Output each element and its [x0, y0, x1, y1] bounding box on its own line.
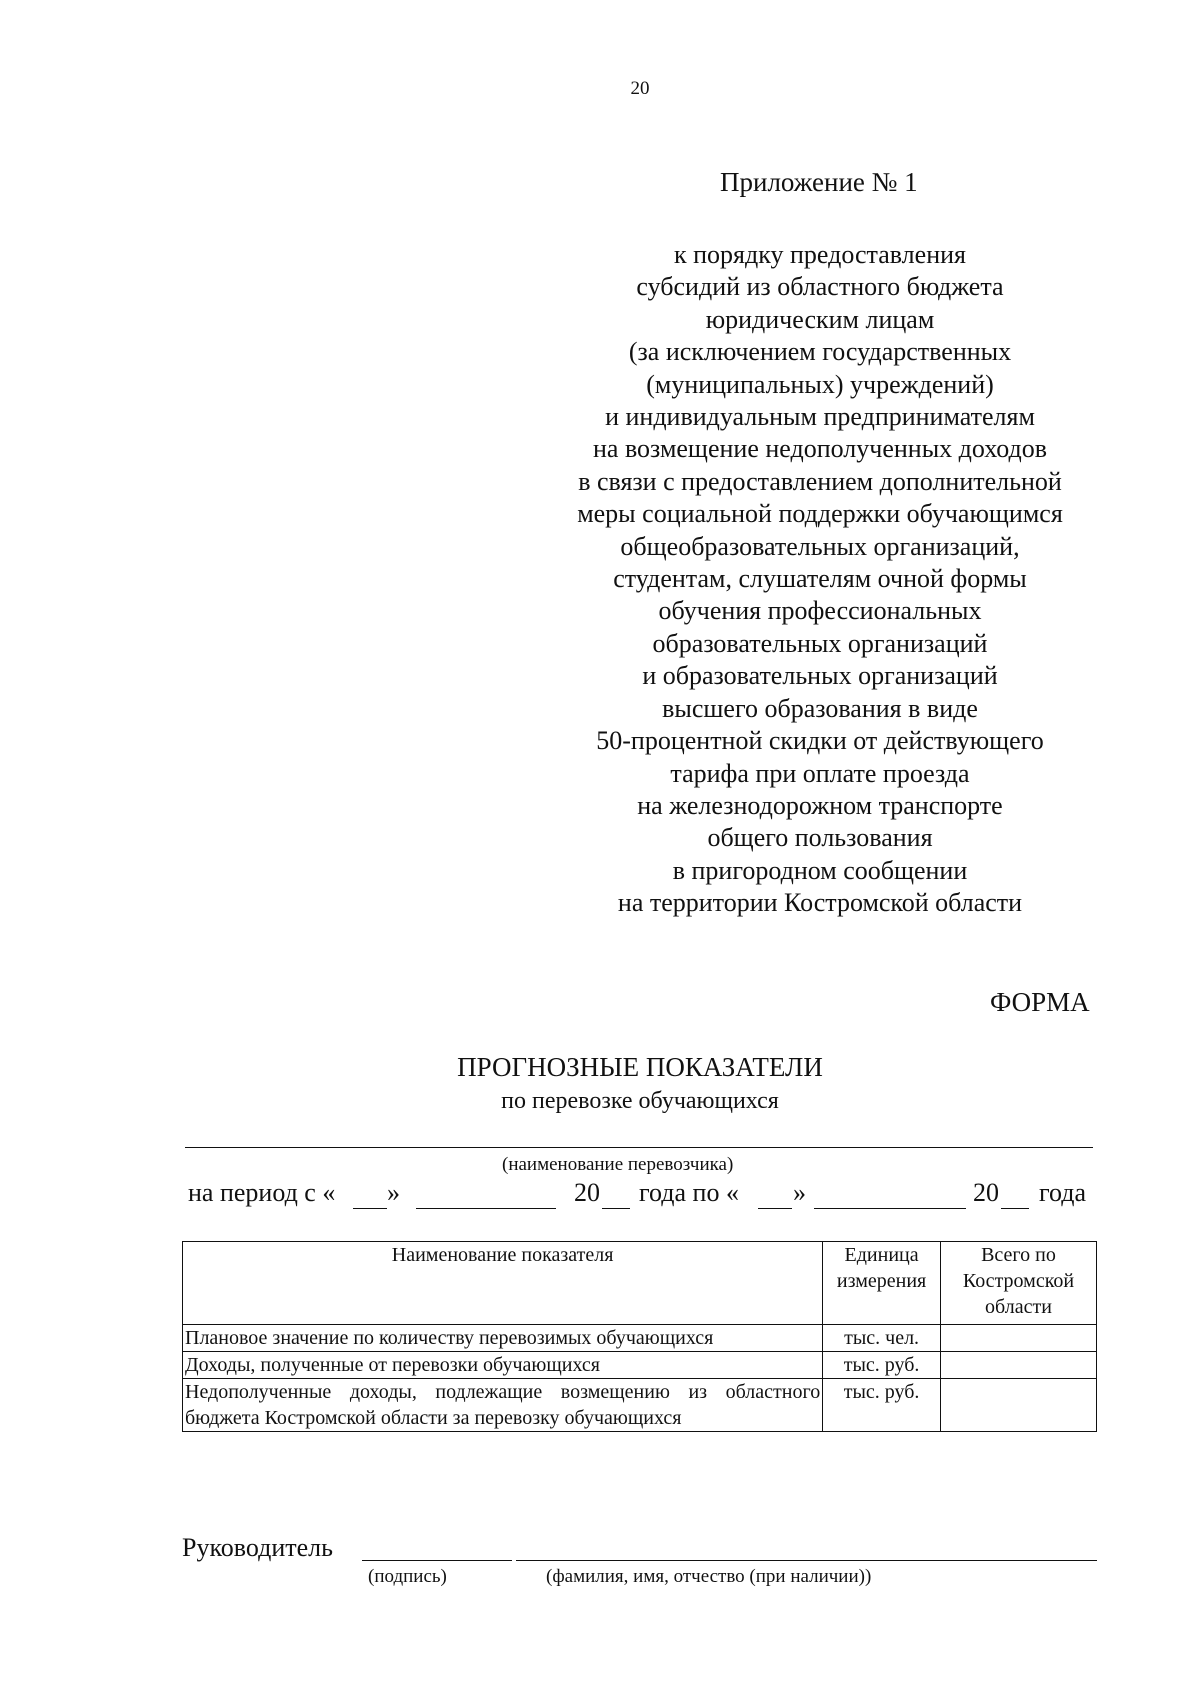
signer-label: Руководитель: [182, 1533, 333, 1562]
indicator-unit: тыс. руб.: [823, 1379, 941, 1432]
basis-line: к порядку предоставления: [674, 240, 966, 269]
basis-line: на возмещение недополученных доходов: [592, 434, 1048, 464]
basis-line: 50-процентной скидки от действующего: [596, 726, 1044, 756]
start-year-blank[interactable]: [602, 1208, 630, 1209]
indicator-total-cell[interactable]: [940, 1352, 1096, 1379]
signature-caption: (подпись): [368, 1566, 447, 1587]
period-prefix: на период с «: [188, 1178, 336, 1207]
page-number: 20: [630, 78, 650, 99]
end-year-prefix: 20: [973, 1178, 999, 1207]
full-name-line[interactable]: [516, 1560, 1097, 1561]
basis-line: студентам, слушателям очной формы: [613, 564, 1027, 594]
basis-line: обучения профессиональных: [658, 596, 982, 626]
basis-line: юридическим лицам: [705, 304, 935, 334]
basis-line: тарифа при оплате проезда: [670, 758, 970, 788]
start-year-prefix: 20: [574, 1178, 600, 1207]
basis-line: (за исключением государственных: [628, 337, 1012, 367]
appendix-basis: [540, 239, 1100, 920]
basis-line: в пригородном сообщении: [672, 855, 968, 885]
table-row: [183, 1352, 1097, 1379]
indicator-name: Плановое значение по количеству перевозимых обучающихся: [183, 1325, 823, 1352]
period-quote-close: »: [387, 1178, 400, 1207]
form-label: ФОРМА: [990, 987, 1090, 1017]
basis-line: высшего образования в виде: [662, 693, 978, 723]
indicator-total-cell[interactable]: [940, 1325, 1096, 1352]
end-year-blank[interactable]: [1001, 1208, 1029, 1209]
basis-line: на территории Костромской области: [617, 888, 1023, 918]
basis-line: и образовательных организаций: [642, 661, 998, 691]
basis-line: субсидий из областного бюджета: [636, 272, 1004, 302]
indicator-name: Недополученные доходы, подлежащие возмещению из областного бюджета Костромской области за перевозку обучающихся: [183, 1379, 823, 1432]
period-suffix: года: [1039, 1178, 1087, 1207]
header-indicator-name: Наименование показателя: [183, 1242, 823, 1325]
start-day-blank[interactable]: [353, 1208, 387, 1209]
basis-line: образовательных организаций: [652, 628, 988, 658]
table-header-row: [183, 1242, 1097, 1325]
basis-line: меры социальной поддержки обучающимся: [577, 499, 1063, 529]
indicator-unit: тыс. чел.: [823, 1325, 941, 1352]
basis-line: общего пользования: [707, 823, 933, 853]
document-subtitle: по перевозке обучающихся: [501, 1088, 779, 1114]
basis-line: общеобразовательных организаций,: [620, 531, 1020, 561]
basis-line: в связи с предоставлением дополнительной: [578, 466, 1062, 496]
full-name-caption: (фамилия, имя, отчество (при наличии)): [546, 1566, 872, 1587]
header-total: Всего по Костромской области: [940, 1242, 1096, 1325]
period-middle: года по «: [639, 1178, 739, 1207]
indicators-table: [182, 1241, 1097, 1432]
start-month-blank[interactable]: [416, 1208, 556, 1209]
table-row: [183, 1379, 1097, 1432]
indicator-name: Доходы, полученные от перевозки обучающихся: [183, 1352, 823, 1379]
document-title: ПРОГНОЗНЫЕ ПОКАЗАТЕЛИ: [457, 1052, 823, 1082]
table-row: [183, 1325, 1097, 1352]
signature-line[interactable]: [362, 1560, 512, 1561]
indicator-total-cell[interactable]: [940, 1379, 1096, 1432]
basis-line: (муниципальных) учреждений): [646, 369, 994, 399]
appendix-title: Приложение № 1: [720, 167, 918, 197]
carrier-name-line[interactable]: [185, 1147, 1093, 1148]
header-unit: Единица измерения: [823, 1242, 941, 1325]
basis-line: на железнодорожном транспорте: [637, 790, 1003, 820]
carrier-caption: (наименование перевозчика): [502, 1154, 734, 1175]
end-month-blank[interactable]: [814, 1208, 966, 1209]
end-day-blank[interactable]: [758, 1208, 792, 1209]
indicator-unit: тыс. руб.: [823, 1352, 941, 1379]
period-quote-close-2: »: [793, 1178, 806, 1207]
basis-line: и индивидуальным предпринимателям: [605, 402, 1035, 432]
